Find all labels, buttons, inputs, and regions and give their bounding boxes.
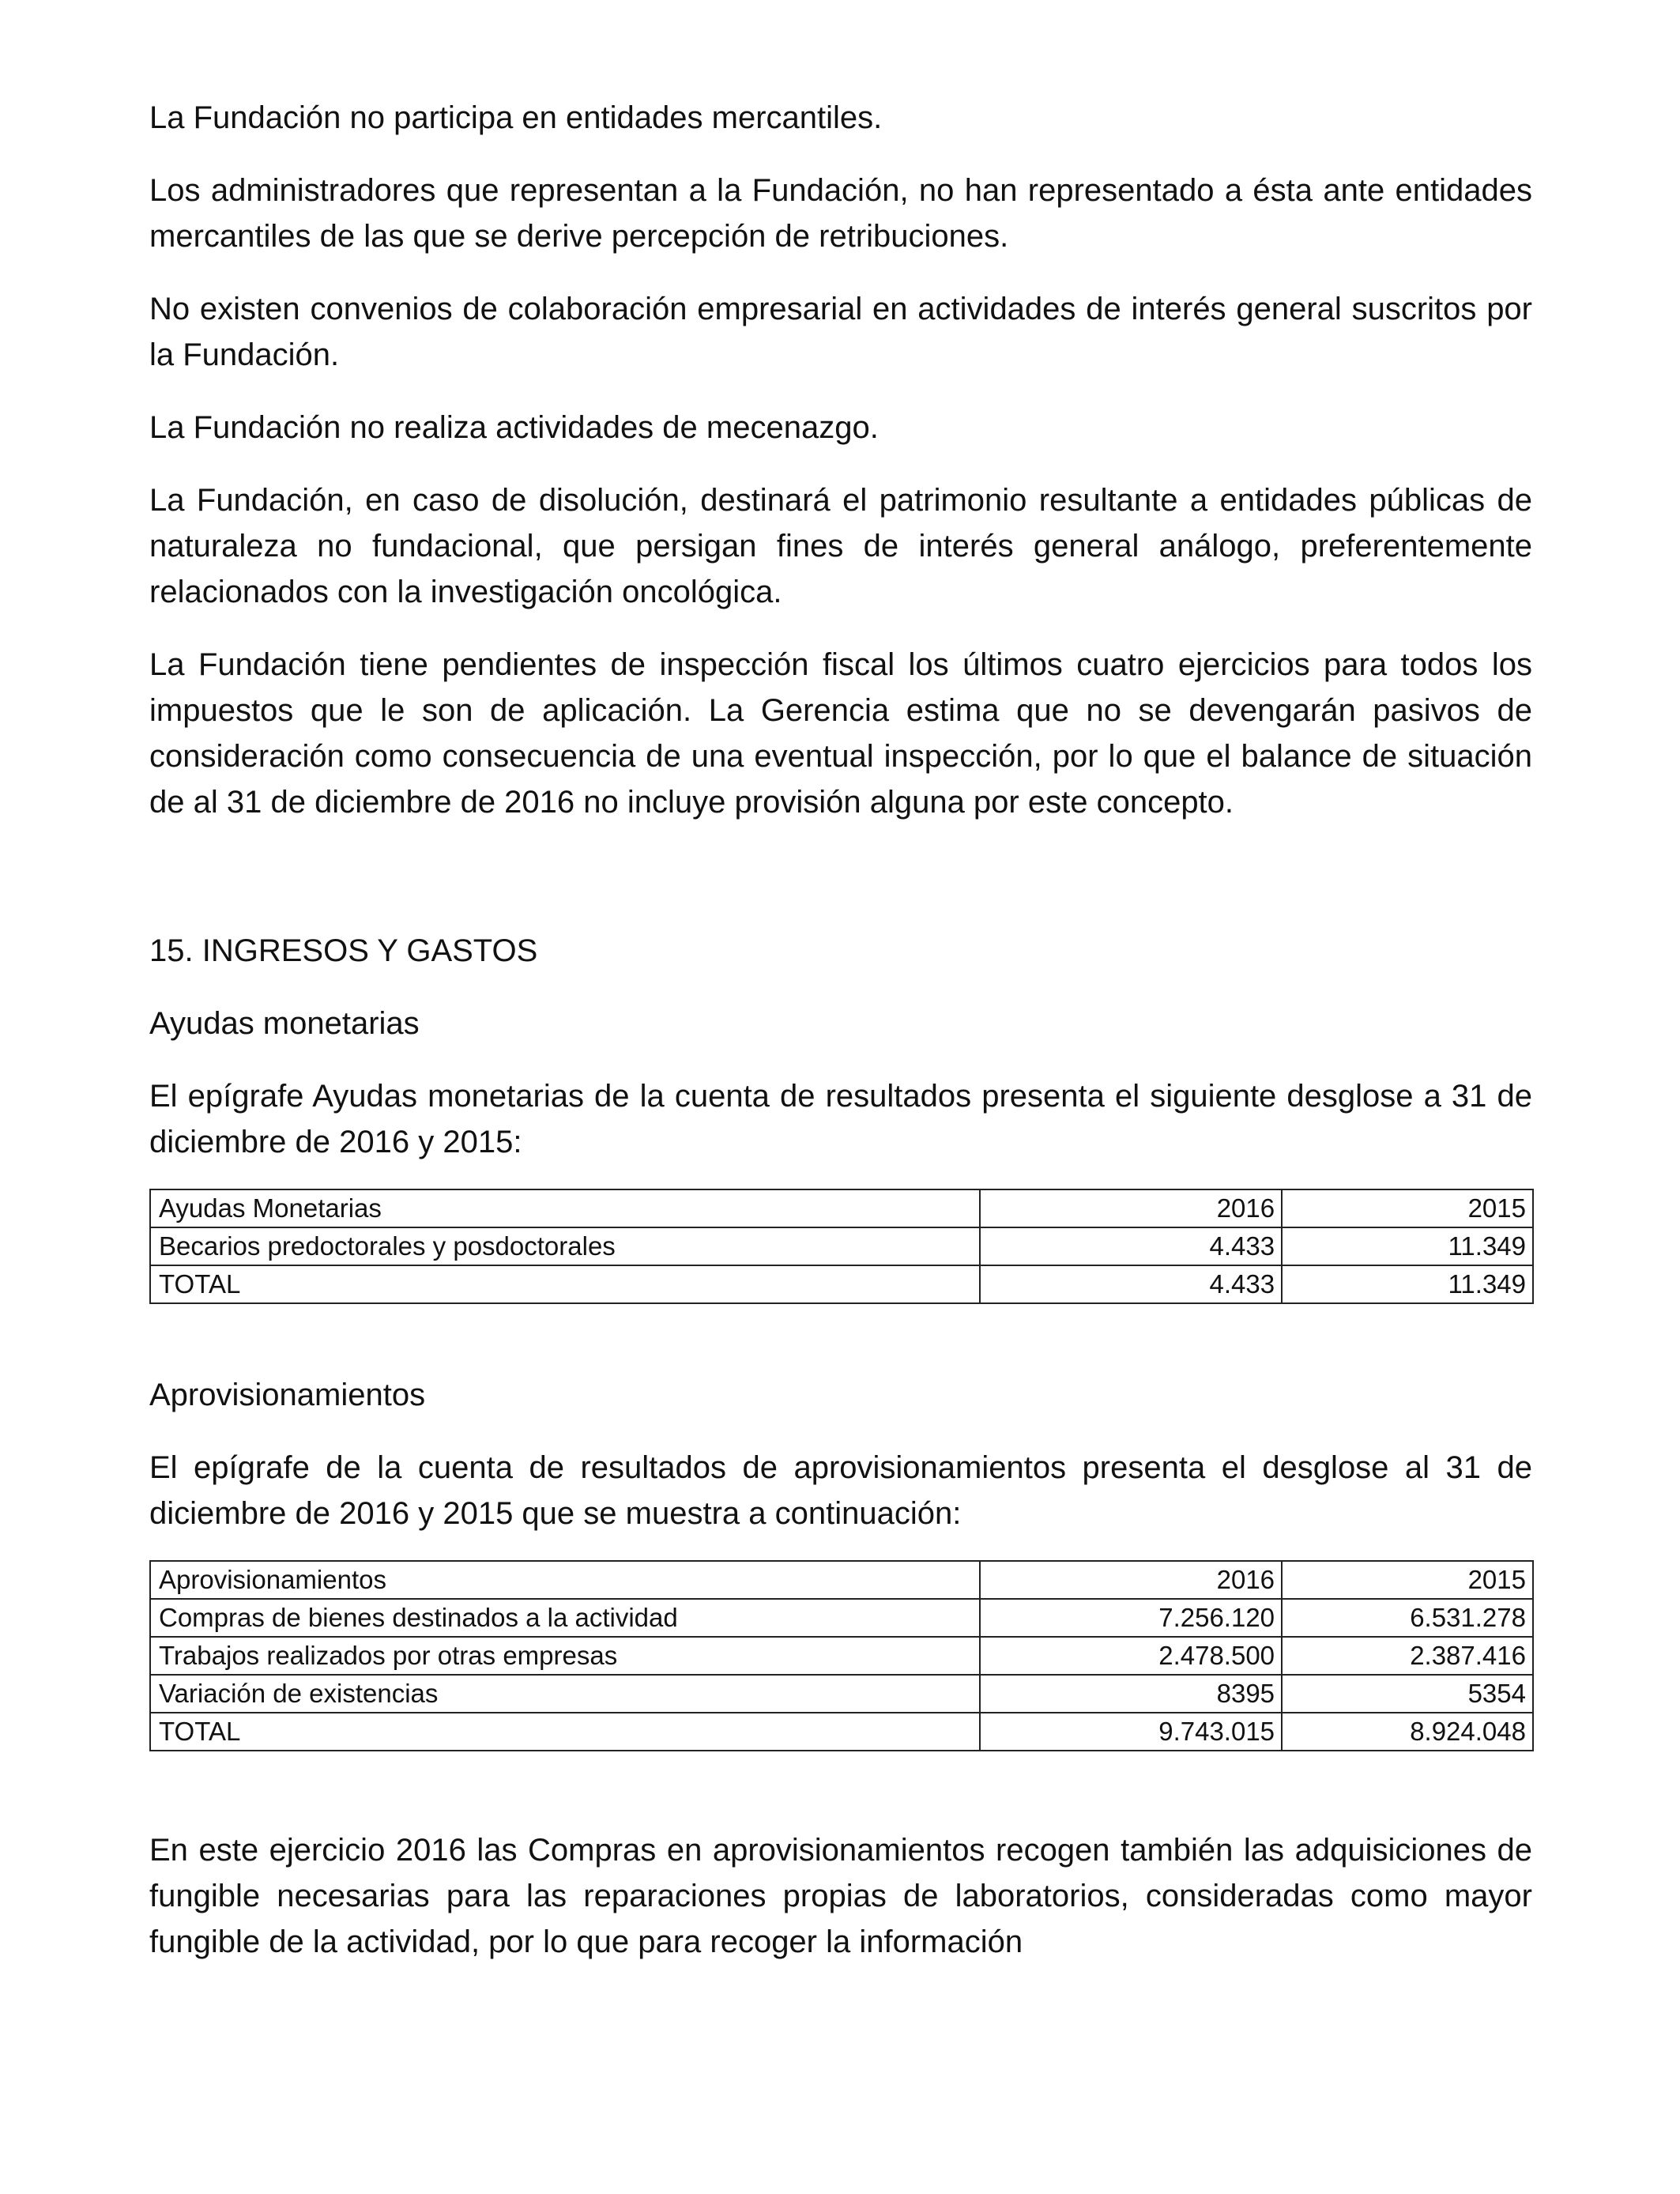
table-header-row <box>150 1561 1533 1599</box>
row-label: Trabajos realizados por otras empresas <box>150 1637 980 1675</box>
row-label: TOTAL <box>150 1265 980 1303</box>
row-label: Compras de bienes destinados a la actividad <box>150 1599 980 1637</box>
paragraph-compras-ejercicio: En este ejercicio 2016 las Compras en aprovisionamientos recogen también las adquisiciones de fungible necesarias para las reparaciones propias de laboratorios, consideradas como mayor fungible de la actividad, por lo que para recoger la información <box>149 1833 1532 1959</box>
subtitle-ayudas: Ayudas monetarias <box>149 1006 420 1041</box>
row-value-2016: 8395 <box>980 1675 1282 1713</box>
row-value-2015: 8.924.048 <box>1282 1713 1533 1751</box>
section-title: 15. INGRESOS Y GASTOS <box>149 933 538 968</box>
row-value-2016: 4.433 <box>980 1265 1282 1303</box>
row-value-2016: 7.256.120 <box>980 1599 1282 1637</box>
table-total-row <box>150 1713 1533 1751</box>
intro-aprovisionamientos: El epígrafe de la cuenta de resultados de aprovisionamientos presenta el desglose al 31 de diciembre de 2016 y 2015 que se muestra a continuación: <box>149 1450 1532 1531</box>
header-cell-2016: 2016 <box>980 1561 1282 1599</box>
paragraph-disolucion: La Fundación, en caso de disolución, destinará el patrimonio resultante a entidades públicas de naturaleza no fundacional, que persigan fines de interés general análogo, preferentemente relacionados con la investigación oncológica. <box>149 483 1532 609</box>
paragraph-mecenazgo: La Fundación no realiza actividades de mecenazgo. <box>149 410 879 445</box>
paragraph-mercantiles: La Fundación no participa en entidades mercantiles. <box>149 100 883 135</box>
table-row <box>150 1599 1533 1637</box>
row-value-2015: 11.349 <box>1282 1265 1533 1303</box>
row-label: Becarios predoctorales y posdoctorales <box>150 1227 980 1265</box>
row-value-2016: 9.743.015 <box>980 1713 1282 1751</box>
paragraph-inspeccion-fiscal: La Fundación tiene pendientes de inspección fiscal los últimos cuatro ejercicios para todos los impuestos que le son de aplicación. La Gerencia estima que no se devengarán pasivos de consideración como consecuencia de una eventual inspección, por lo que el balance de situación de al 31 de diciembre de 2016 no incluye provisión alguna por este concepto. <box>149 647 1532 820</box>
table-aprovisionamientos <box>149 1560 1534 1751</box>
intro-ayudas: El epígrafe Ayudas monetarias de la cuenta de resultados presenta el siguiente desglose a 31 de diciembre de 2016 y 2015: <box>149 1079 1532 1159</box>
header-cell-2015: 2015 <box>1282 1561 1533 1599</box>
table-total-row <box>150 1265 1533 1303</box>
subtitle-aprovisionamientos: Aprovisionamientos <box>149 1378 426 1412</box>
row-value-2015: 6.531.278 <box>1282 1599 1533 1637</box>
row-value-2015: 5354 <box>1282 1675 1533 1713</box>
row-value-2015: 2.387.416 <box>1282 1637 1533 1675</box>
paragraph-administradores: Los administradores que representan a la Fundación, no han representado a ésta ante entidades mercantiles de las que se derive percepción de retribuciones. <box>149 173 1532 254</box>
table-header-row <box>150 1189 1533 1227</box>
row-label: Variación de existencias <box>150 1675 980 1713</box>
row-value-2016: 4.433 <box>980 1227 1282 1265</box>
header-cell-2015: 2015 <box>1282 1189 1533 1227</box>
row-value-2015: 11.349 <box>1282 1227 1533 1265</box>
table-row <box>150 1227 1533 1265</box>
document-page <box>149 95 1532 1965</box>
header-cell-concept: Ayudas Monetarias <box>150 1189 980 1227</box>
row-label: TOTAL <box>150 1713 980 1751</box>
header-cell-2016: 2016 <box>980 1189 1282 1227</box>
table-ayudas-monetarias <box>149 1189 1534 1304</box>
header-cell-concept: Aprovisionamientos <box>150 1561 980 1599</box>
table-row <box>150 1637 1533 1675</box>
paragraph-convenios: No existen convenios de colaboración empresarial en actividades de interés general suscritos por la Fundación. <box>149 292 1532 372</box>
row-value-2016: 2.478.500 <box>980 1637 1282 1675</box>
table-row <box>150 1675 1533 1713</box>
